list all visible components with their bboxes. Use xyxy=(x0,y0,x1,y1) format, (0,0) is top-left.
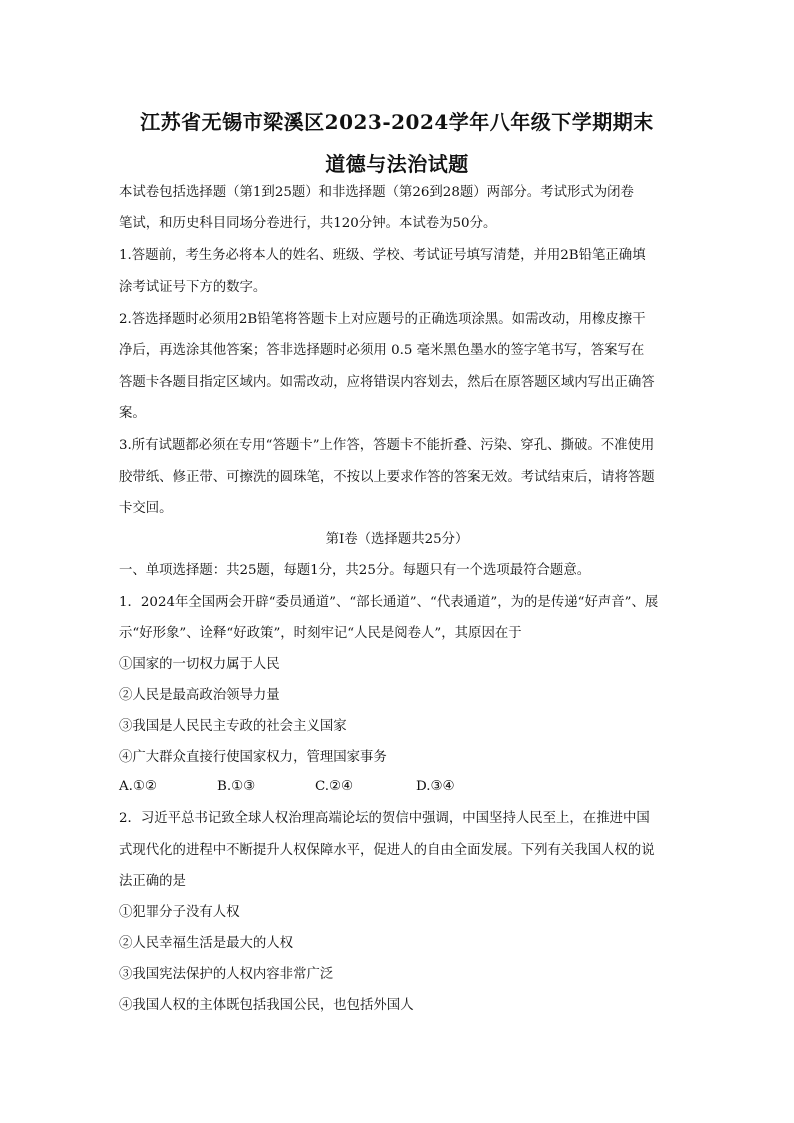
instruction-line: 净后，再选涂其他答案；答非选择题时必须用 0.5 毫米黑色墨水的签字笔书写，答案写在 xyxy=(119,343,645,358)
instruction-line: 答题卡各题目指定区域内。如需改动，应将错误内容划去，然后在原答题区域内写出正确答 xyxy=(119,375,655,390)
instruction-line: 案。 xyxy=(119,406,146,421)
part-title: 第Ⅰ卷（选择题共25分） xyxy=(325,532,469,547)
question-stem: 1．2024年全国两会开辟“委员通道”、“部长通道”、“代表通道”，为的是传递“好声音”、展 xyxy=(119,595,659,610)
intro-line: 笔试，和历史科目同场分卷进行，共120分钟。本试卷为50分。 xyxy=(119,216,497,231)
choice-a: A.①② xyxy=(119,779,157,794)
section-heading: 一、单项选择题：共25题，每题1分，共25分。每题只有一个选项最符合题意。 xyxy=(119,563,591,578)
instruction-line: 2.答选择题时必须用2B铅笔将答题卡上对应题号的正确选项涂黑。如需改动，用橡皮擦干 xyxy=(119,312,646,327)
statement-option: ①国家的一切权力属于人民 xyxy=(119,657,280,672)
exam-title: 江苏省无锡市梁溪区2023-2024学年八年级下学期期末 xyxy=(140,110,654,134)
instruction-line: 卡交回。 xyxy=(119,501,173,516)
question-stem: 示“好形象”、诠释“好政策”，时刻牢记“人民是阅卷人”，其原因在于 xyxy=(119,626,522,641)
question-stem: 式现代化的进程中不断提升人权保障水平，促进人的自由全面发展。下列有关我国人权的说 xyxy=(119,843,655,858)
exam-subtitle: 道德与法治试题 xyxy=(325,152,469,176)
statement-option: ③我国是人民民主专政的社会主义国家 xyxy=(119,719,347,734)
instruction-line: 3.所有试题都必须在专用“答题卡”上作答，答题卡不能折叠、污染、穿孔、撕破。不准使用 xyxy=(119,438,655,453)
statement-option: ③我国宪法保护的人权内容非常广泛 xyxy=(119,967,334,982)
statement-option: ④广大群众直接行使国家权力，管理国家事务 xyxy=(119,750,387,765)
statement-option: ②人民幸福生活是最大的人权 xyxy=(119,936,294,951)
question-stem: 法正确的是 xyxy=(119,874,186,889)
statement-option: ①犯罪分子没有人权 xyxy=(119,905,240,920)
question-stem: 2．习近平总书记致全球人权治理高端论坛的贺信中强调，中国坚持人民至上，在推进中国 xyxy=(119,811,650,826)
statement-option: ④我国人权的主体既包括我国公民，也包括外国人 xyxy=(119,998,414,1013)
instruction-line: 胶带纸、修正带、可擦洗的圆珠笔，不按以上要求作答的答案无效。考试结束后，请将答题 xyxy=(119,470,655,485)
choice-c: C.②④ xyxy=(315,779,354,794)
choice-d: D.③④ xyxy=(416,779,455,794)
statement-option: ②人民是最高政治领导力量 xyxy=(119,688,280,703)
instruction-line: 涂考试证号下方的数字。 xyxy=(119,280,267,295)
instruction-line: 1.答题前，考生务必将本人的姓名、班级、学校、考试证号填写清楚，并用2B铅笔正确填 xyxy=(119,248,646,263)
intro-line: 本试卷包括选择题（第1到25题）和非选择题（第26到28题）两部分。考试形式为闭卷 xyxy=(119,185,634,200)
choice-b: B.①③ xyxy=(217,779,256,794)
